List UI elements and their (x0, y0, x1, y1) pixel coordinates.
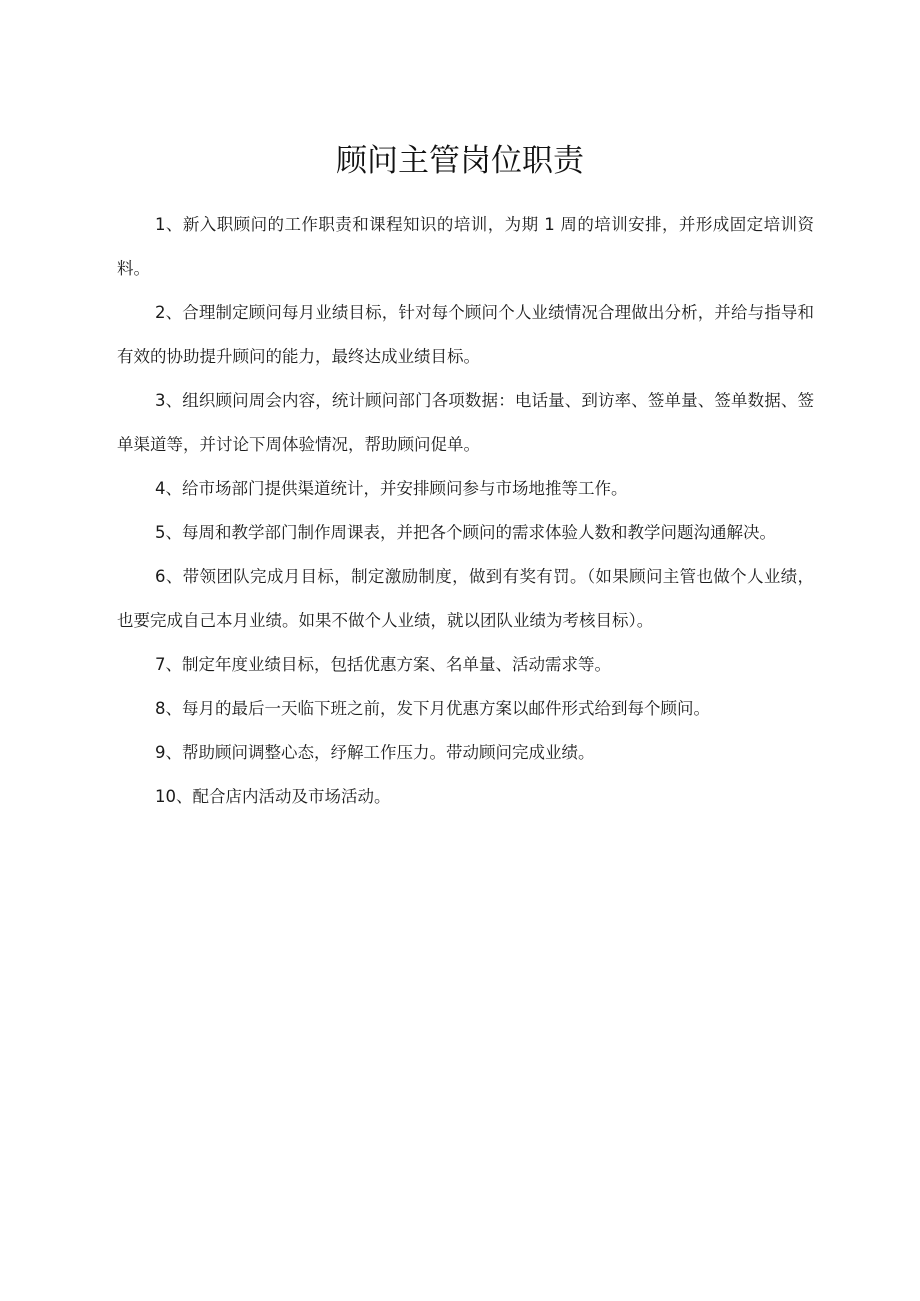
duty-item-4: 4、给市场部门提供渠道统计，并安排顾问参与市场地推等工作。 (155, 479, 628, 498)
document-title: 顾问主管岗位职责 (336, 143, 584, 179)
duty-item-3: 3、组织顾问周会内容，统计顾问部门各项数据：电话量、到访率、签单量、签单数据、签单渠道等，并讨论下周体验情况，帮助顾问促单。 (117, 391, 814, 454)
duty-item-1: 1、新入职顾问的工作职责和课程知识的培训，为期 1 周的培训安排，并形成固定培训资料。 (117, 215, 814, 278)
duty-item-9: 9、帮助顾问调整心态，纾解工作压力。带动顾问完成业绩。 (155, 743, 595, 762)
duty-item-6: 6、带领团队完成月目标，制定激励制度，做到有奖有罚。（如果顾问主管也做个人业绩，也要完成自己本月业绩。如果不做个人业绩，就以团队业绩为考核目标）。 (117, 567, 814, 630)
duty-item-7: 7、制定年度业绩目标，包括优惠方案、名单量、活动需求等。 (155, 655, 611, 674)
duty-item-2: 2、合理制定顾问每月业绩目标，针对每个顾问个人业绩情况合理做出分析，并给与指导和有效的协助提升顾问的能力，最终达成业绩目标。 (117, 303, 814, 366)
document-body (117, 203, 814, 819)
duty-item-8: 8、每月的最后一天临下班之前，发下月优惠方案以邮件形式给到每个顾问。 (155, 699, 710, 718)
duty-item-5: 5、每周和教学部门制作周课表，并把各个顾问的需求体验人数和教学问题沟通解决。 (155, 523, 776, 542)
duty-item-10: 10、配合店内活动及市场活动。 (155, 787, 391, 806)
